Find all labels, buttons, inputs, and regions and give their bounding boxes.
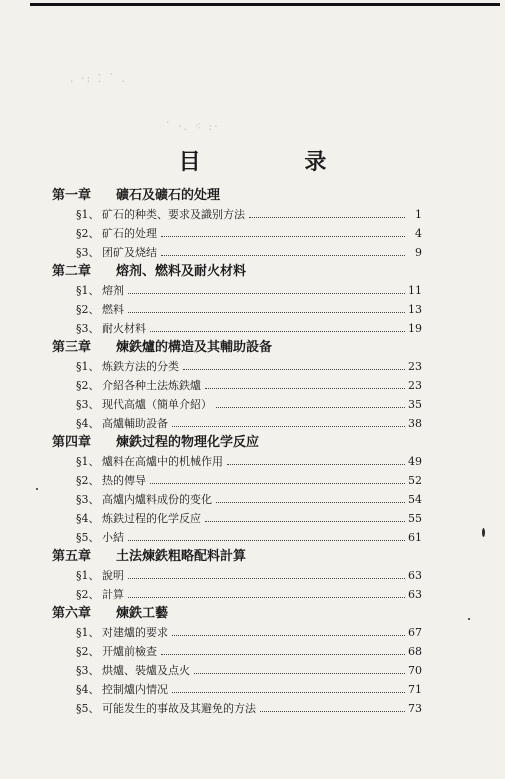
section-title: 介紹各种土法炼鉄爐 [102, 379, 201, 392]
section-title: 高爐輔助設备 [102, 417, 168, 430]
section-title: 熔剂 [102, 284, 124, 297]
dot-leader [161, 226, 405, 237]
page-number: 68 [408, 645, 422, 658]
section-title: 可能发生的事故及其避免的方法 [102, 702, 256, 715]
top-border-rule [30, 3, 500, 6]
page-number: 49 [408, 455, 422, 468]
chapter-number: 第二章 [52, 264, 92, 279]
dot-leader [172, 625, 405, 636]
toc-entry [52, 661, 422, 680]
dot-leader [216, 492, 405, 503]
dot-leader [128, 568, 405, 579]
ink-speck [36, 488, 38, 490]
dot-leader [172, 416, 405, 427]
toc-entry [52, 642, 422, 661]
section-number: §1、 [76, 455, 100, 468]
section-number: §3、 [76, 246, 100, 259]
section-number: §1、 [76, 208, 100, 221]
chapter-title: 煉鉄爐的構造及其輔助設备 [116, 340, 273, 355]
page-number: 11 [408, 284, 422, 297]
section-number: §1、 [76, 626, 100, 639]
page-number: 1 [415, 208, 422, 221]
page-number: 13 [408, 303, 422, 316]
page-number: 61 [408, 531, 422, 544]
toc-entry [52, 224, 422, 243]
toc-entry [52, 585, 422, 604]
dot-leader [172, 682, 405, 693]
page-number: 9 [415, 246, 422, 259]
dot-leader [249, 207, 405, 218]
section-number: §4、 [76, 512, 100, 525]
chapter-title: 熔剂、燃料及耐火材料 [116, 264, 247, 279]
dot-leader [260, 701, 405, 712]
chapter-title: 煉鉄过程的物理化学反应 [116, 435, 260, 450]
page-number: 52 [408, 474, 422, 487]
toc-entry [52, 395, 422, 414]
dot-leader [216, 397, 405, 408]
ink-speck [468, 618, 470, 620]
ink-speck [482, 528, 485, 537]
toc-entry [52, 699, 422, 718]
section-title: 說明 [102, 569, 124, 582]
section-title: 烘爐、裝爐及点火 [102, 664, 190, 677]
page-number: 55 [408, 512, 422, 525]
page-number: 54 [408, 493, 422, 506]
dot-leader [161, 245, 405, 256]
toc-entry [52, 471, 422, 490]
bleed-through-stain: . ·: ⁚ ˙ . [70, 72, 128, 85]
toc-entry [52, 357, 422, 376]
section-number: §2、 [76, 645, 100, 658]
page-number: 67 [408, 626, 422, 639]
chapter-heading [52, 338, 422, 357]
page-number: 73 [408, 702, 422, 715]
dot-leader [205, 511, 405, 522]
section-number: §2、 [76, 303, 100, 316]
chapter-number: 第五章 [52, 549, 92, 564]
section-title: 燃料 [102, 303, 124, 316]
section-title: 团矿及烧结 [102, 246, 157, 259]
chapter-title: 礦石及礦石的处理 [116, 188, 221, 203]
section-title: 热的傳导 [102, 474, 146, 487]
page-number: 35 [408, 398, 422, 411]
toc-entry [52, 490, 422, 509]
chapter-heading [52, 433, 422, 452]
section-title: 小結 [102, 531, 124, 544]
section-number: §1、 [76, 284, 100, 297]
dot-leader [227, 454, 405, 465]
toc-entry [52, 509, 422, 528]
page-number: 70 [408, 664, 422, 677]
dot-leader [128, 283, 405, 294]
page-number: 63 [408, 588, 422, 601]
page-number: 38 [408, 417, 422, 430]
page-number: 63 [408, 569, 422, 582]
bleed-through-stain: ˙ ·. ⁖ :· [165, 120, 220, 133]
dot-leader [128, 587, 405, 598]
dot-leader [194, 663, 405, 674]
chapter-title: 煉鉄工藝 [116, 606, 169, 621]
dot-leader [150, 321, 405, 332]
dot-leader [128, 302, 405, 313]
section-number: §1、 [76, 360, 100, 373]
page-number: 4 [415, 227, 422, 240]
toc-entry [52, 566, 422, 585]
section-number: §2、 [76, 474, 100, 487]
section-title: 对建爐的要求 [102, 626, 168, 639]
chapter-number: 第四章 [52, 435, 92, 450]
toc-entry [52, 414, 422, 433]
chapter-heading [52, 604, 422, 623]
dot-leader [150, 473, 405, 484]
chapter-number: 第六章 [52, 606, 92, 621]
section-number: §4、 [76, 683, 100, 696]
toc-entry [52, 528, 422, 547]
toc-entry [52, 680, 422, 699]
toc-entry [52, 376, 422, 395]
chapter-heading [52, 262, 422, 281]
dot-leader [128, 530, 405, 541]
section-title: 控制爐内情况 [102, 683, 168, 696]
section-title: 矿石的种类、要求及識别方法 [102, 208, 245, 221]
section-number: §3、 [76, 398, 100, 411]
section-title: 开爐前檢查 [102, 645, 157, 658]
section-number: §2、 [76, 379, 100, 392]
section-title: 計算 [102, 588, 124, 601]
section-title: 爐料在高爐中的机械作用 [102, 455, 223, 468]
section-title: 矿石的处理 [102, 227, 157, 240]
section-number: §4、 [76, 417, 100, 430]
section-number: §3、 [76, 493, 100, 506]
toc-entry [52, 300, 422, 319]
section-number: §2、 [76, 588, 100, 601]
section-number: §5、 [76, 531, 100, 544]
chapter-number: 第一章 [52, 188, 92, 203]
dot-leader [161, 644, 405, 655]
chapter-heading [52, 186, 422, 205]
chapter-number: 第三章 [52, 340, 92, 355]
chapter-title: 土法煉鉄粗略配料計算 [116, 549, 247, 564]
section-title: 耐火材料 [102, 322, 146, 335]
page-number: 23 [408, 379, 422, 392]
section-number: §5、 [76, 702, 100, 715]
section-number: §3、 [76, 322, 100, 335]
toc-entry [52, 281, 422, 300]
table-of-contents [52, 186, 422, 718]
section-title: 炼鉄方法的分类 [102, 360, 179, 373]
section-title: 高爐内爐料成份的变化 [102, 493, 212, 506]
dot-leader [183, 359, 405, 370]
toc-entry [52, 319, 422, 338]
section-number: §1、 [76, 569, 100, 582]
page-number: 71 [408, 683, 422, 696]
section-title: 炼鉄过程的化学反应 [102, 512, 201, 525]
page-number: 23 [408, 360, 422, 373]
chapter-heading [52, 547, 422, 566]
section-number: §3、 [76, 664, 100, 677]
dot-leader [205, 378, 405, 389]
section-number: §2、 [76, 227, 100, 240]
page-title: 目 录 [178, 149, 375, 175]
toc-entry [52, 205, 422, 224]
toc-entry [52, 452, 422, 471]
section-title: 现代高爐（簡单介紹） [102, 398, 212, 411]
page-number: 19 [408, 322, 422, 335]
toc-entry [52, 623, 422, 642]
toc-entry [52, 243, 422, 262]
